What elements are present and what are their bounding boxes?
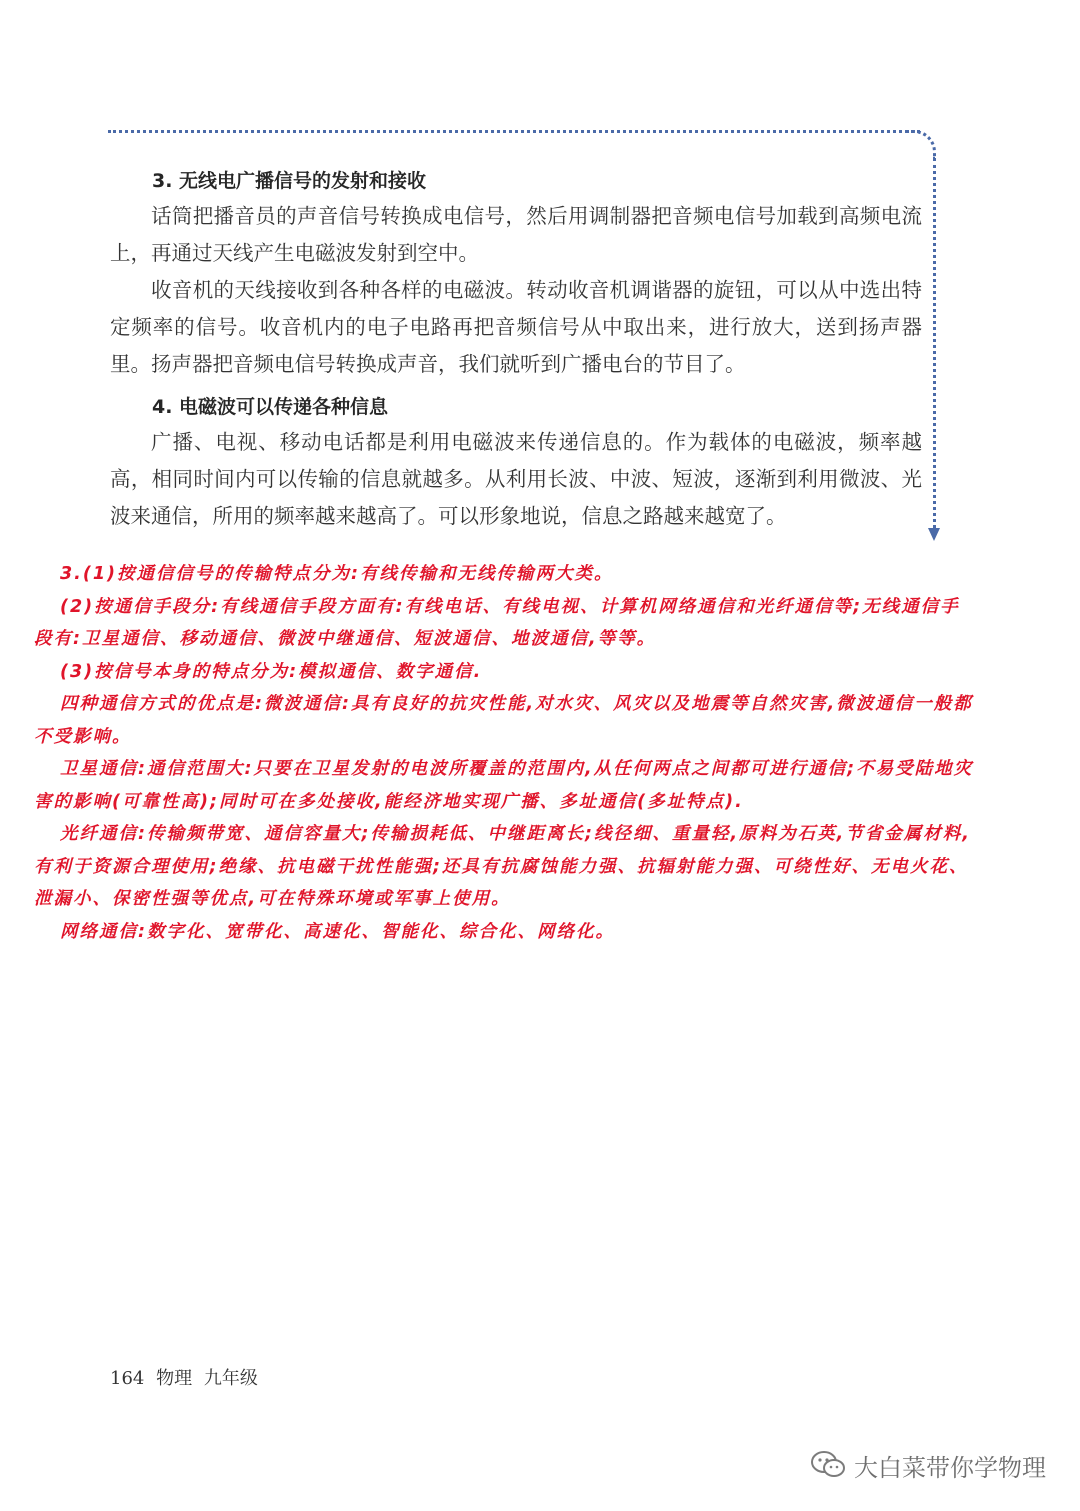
dotted-frame-corner — [906, 130, 936, 160]
wechat-icon — [810, 1450, 846, 1480]
arrow-down-icon — [928, 528, 940, 541]
grade-label: 九年级 — [203, 1368, 258, 1389]
subject-label: 物理 — [156, 1368, 193, 1389]
section-3-paragraph-2: 收音机的天线接收到各种各样的电磁波。转动收音机调谐器的旋钮，可以从中选出特定频率的信号。收音机内的电子电路再把音频信号从中取出来，进行放大，送到扬声器里。扬声器把音频电信号转换成声音，我们就听到广播电台的节目了。 — [110, 278, 922, 376]
note-line: 光纤通信:传输频带宽、通信容量大;传输损耗低、中继距离长;线径细、重量轻,原料为石英,节省金属材料,有利于资源合理使用;绝缘、抗电磁干扰性能强;还具有抗腐蚀能力强、抗辐射能力强、可绕性好、无电火花、泄漏小、保密性强等优点,可在特殊环境或军事上使用。 — [34, 824, 971, 909]
watermark — [810, 1445, 1046, 1485]
page-footer — [110, 1364, 264, 1390]
handwritten-notes — [34, 558, 974, 948]
section-3-paragraph-1: 话筒把播音员的声音信号转换成电信号，然后用调制器把音频电信号加载到高频电流上，再通过天线产生电磁波发射到空中。 — [110, 204, 922, 265]
page-number: 164 — [110, 1368, 145, 1389]
dotted-frame-top — [108, 130, 920, 133]
section-4-heading: 4. 电磁波可以传递各种信息 — [152, 396, 389, 418]
note-line: (2)按通信手段分:有线通信手段方面有:有线电话、有线电视、计算机网络通信和光纤通信等;无线通信手段有:卫星通信、移动通信、微波中继通信、短波通信、地波通信,等等。 — [34, 596, 960, 649]
watermark-text: 大白菜带你学物理 — [854, 1453, 1046, 1482]
note-line: (3)按信号本身的特点分为:模拟通信、数字通信. — [60, 661, 483, 682]
note-line: 卫星通信:通信范围大:只要在卫星发射的电波所覆盖的范围内,从任何两点之间都可进行通信;不易受陆地灾害的影响(可靠性高);同时可在多处接收,能经济地实现广播、多址通信(多址特点). — [34, 759, 974, 812]
section-3-heading: 3. 无线电广播信号的发射和接收 — [152, 170, 427, 192]
note-line: 3.(1)按通信信号的传输特点分为:有线传输和无线传输两大类。 — [60, 564, 614, 584]
note-line: 四种通信方式的优点是:微波通信:具有良好的抗灾性能,对水灾、风灾以及地震等自然灾害,微波通信一般都不受影响。 — [34, 694, 973, 747]
note-line: 网络通信:数字化、宽带化、高速化、智能化、综合化、网络化。 — [60, 921, 615, 942]
section-4-paragraph-1: 广播、电视、移动电话都是利用电磁波来传递信息的。作为载体的电磁波，频率越高，相同时间内可以传输的信息就越多。从利用长波、中波、短波，逐渐到利用微波、光波来通信，所用的频率越来越高了。可以形象地说，信息之路越来越宽了。 — [110, 430, 922, 528]
dotted-frame-right — [933, 158, 936, 528]
